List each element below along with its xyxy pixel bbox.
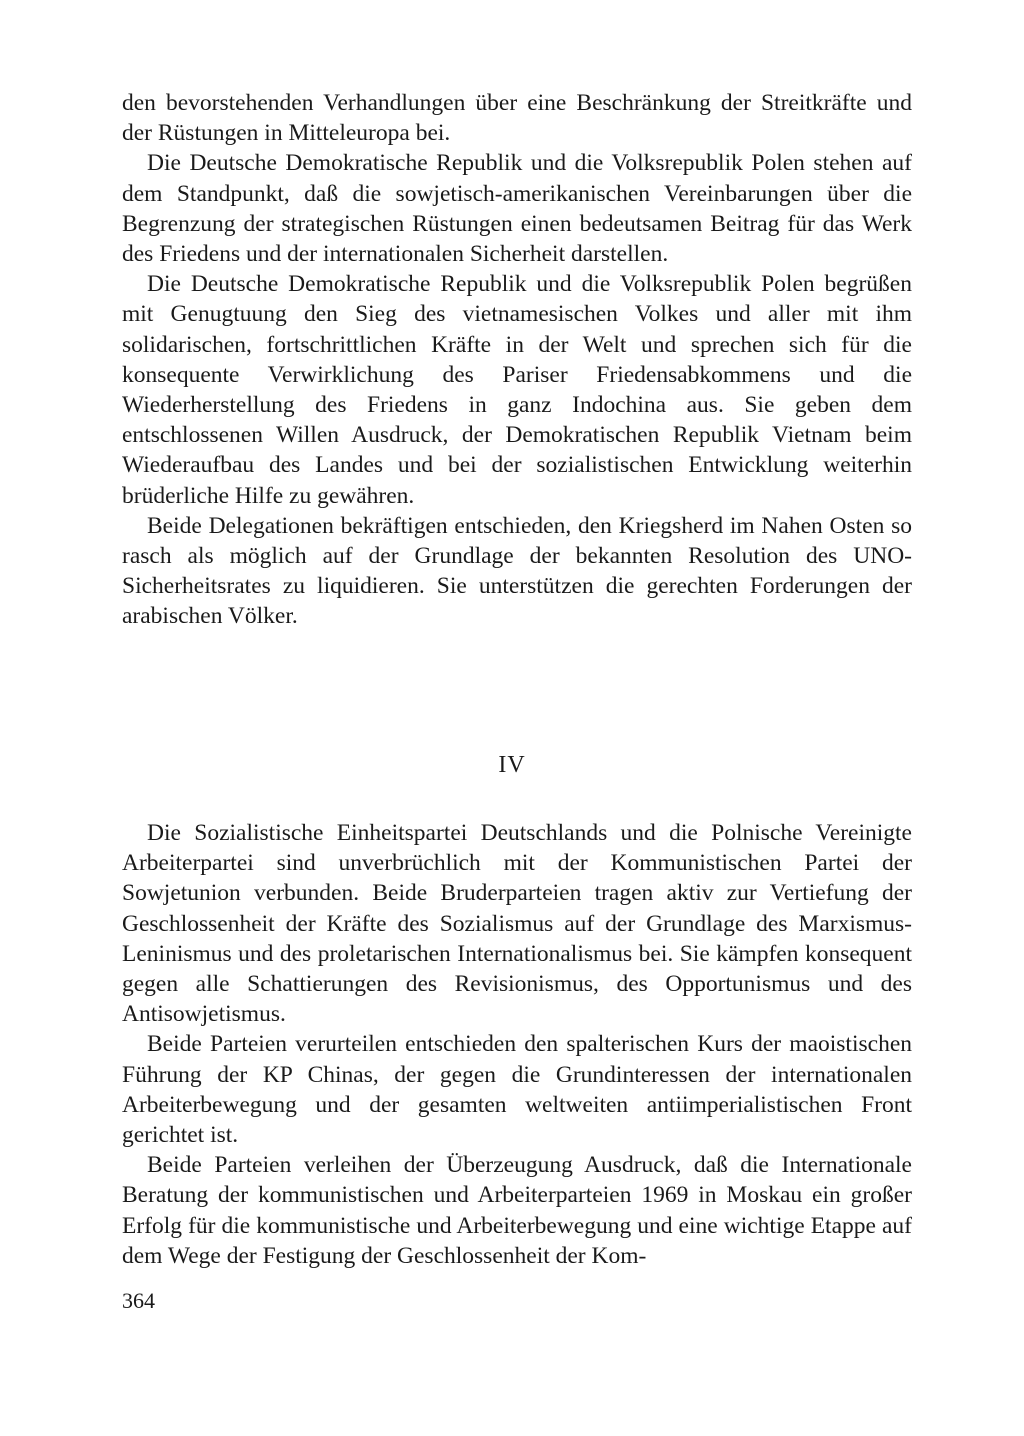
paragraph-moscow-conference: Beide Parteien verleihen der Überzeugung Ausdruck, daß die Internationale Beratung der kommunistischen und Arbeiterparteien 1969 in Moskau ein großer Erfolg für die kommunistische und Arbeiterbewegung und eine wichtige Etappe auf dem Wege der Festigung der Geschlossenheit der Kom-	[122, 1152, 912, 1269]
section-heading: IV	[498, 752, 526, 778]
paragraph-maoist-course: Beide Parteien verurteilen entschieden den spalterischen Kurs der maoistischen Führung der KP Chinas, der gegen die Grundinteressen der internationalen Arbeiterbewegung und der gesamten weltweiten antiimperialistischen Front gerichtet ist.	[122, 1031, 912, 1149]
paragraph-middle-east: Beide Delegationen bekräftigen entschieden, den Kriegsherd im Nahen Osten so rasch als möglich auf der Grundlage der bekannten Resolution des UNO-Sicherheitsrates zu liquidieren. Sie unterstützen die gerechten Forderungen der arabischen Völker.	[122, 512, 912, 630]
paragraph-party-unity: Die Sozialistische Einheitspartei Deutschlands und die Polnische Vereinigte Arbeiterpartei sind unverbrüchlich mit der Kommunistischen Partei der Sowjetunion verbunden. Beide Bruderparteien tragen aktiv zur Vertiefung der Geschlossenheit der Kräfte des Sozialismus auf der Grundlage des Marxismus-Leninismus und des proletarischen Internationalismus bei. Sie kämpfen konsequent gegen alle Schattierungen des Revisionismus, des Opportunismus und des Antisowjetismus.	[122, 820, 912, 1028]
paragraph-vietnam: Die Deutsche Demokratische Republik und die Volksrepublik Polen begrüßen mit Genugtuung den Sieg des vietnamesischen Volkes und aller mit ihm solidarischen, fortschrittlichen Kräfte in der Welt und sprechen sich für die konsequente Verwirklichung des Pariser Friedensabkommens und die Wiederherstellung des Friedens in ganz Indochina aus. Sie geben dem entschlossenen Willen Ausdruck, der Demokratischen Republik Vietnam beim Wiederaufbau des Landes und bei der sozialistischen Entwicklung weiterhin brüderliche Hilfe zu gewähren.	[122, 271, 912, 509]
text-block-top	[122, 88, 912, 632]
paragraph-arms-agreements: Die Deutsche Demokratische Republik und die Volksrepublik Polen stehen auf dem Standpunkt, daß die sowjetisch-amerikanischen Vereinbarungen über die Begrenzung der strategischen Rüstungen einen bedeutsamen Beitrag für das Werk des Friedens und der internationalen Sicherheit darstellen.	[122, 150, 912, 268]
text-block-bottom	[122, 818, 912, 1271]
paragraph-continuation: den bevorstehenden Verhandlungen über eine Beschränkung der Streitkräfte und der Rüstungen in Mitteleuropa bei.	[122, 90, 912, 147]
page-number: 364	[122, 1288, 155, 1313]
